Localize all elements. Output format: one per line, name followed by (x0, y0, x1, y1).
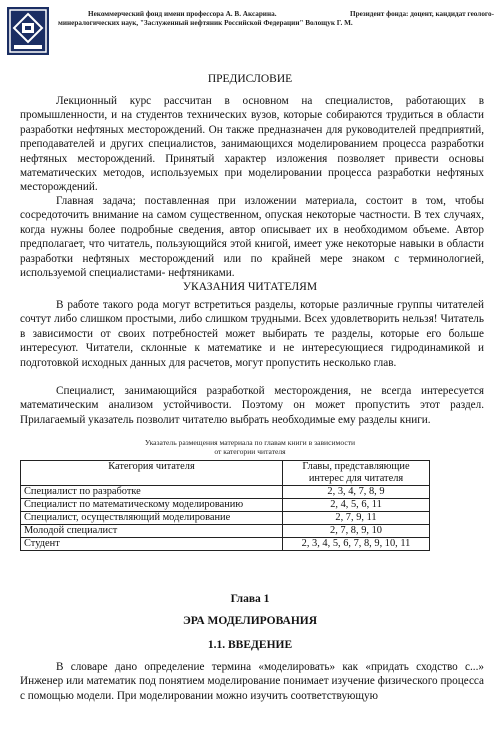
section-heading: 1.1. ВВЕДЕНИЕ (207, 639, 293, 651)
guide-paragraph-2: Специалист, занимающийся разработкой месторождения, не всегда интересуется математическим анализом устойчивости. Поэтому он может пропустить этот раздел. Прилагаемый указатель позволит читателю выбрать необходимые ему разделы книги. (20, 385, 484, 426)
table-header-chapters: Главы, представляющие интерес для читателя (283, 461, 430, 486)
table-cell-chapters: 2, 4, 5, 6, 11 (283, 499, 430, 512)
table-cell-chapters: 2, 3, 4, 7, 8, 9 (283, 486, 430, 499)
table-row (21, 525, 430, 538)
preface-paragraph-2: Главная задача; поставленная при изложении материала, состоит в том, чтобы сосредоточить внимание на самом существенном, опуская некоторые частности. В тех случаях, когда нужны более подробные сведения, автор описывает их в необходимом объеме. Автор предполагает, что читатель, пользующийся этой книгой, имеет уже некоторые навыки в области разработки нефтяных месторождений или по крайней мере знаком с терминологией, используемой специалистами- нефтяниками. (20, 195, 484, 280)
table-header-category: Категория читателя (21, 461, 283, 486)
guide-paragraph-1: В работе такого рода могут встретиться разделы, которые различные группы читателей сочтут либо слишком простыми, либо слишком трудными. Всех удовлетворить нельзя! Читатель в зависимости от своих потребностей может выбирать те разделы, которые его больше интересуют. Читатели, склонные к математике и не интересующиеся гидродинамикой и подготовкой исходных данных для расчетов, могут пропустить несколько глав. (20, 299, 484, 369)
table-row (21, 538, 430, 551)
table-cell-category: Студент (21, 538, 283, 551)
preface-paragraph-1: Лекционный курс рассчитан в основном на специалистов, работающих в промышленности, и на студентов технических вузов, которые собираются трудиться в области разработки нефтяных месторождений. Он также предназначен для руководителей предприятий, преподавателей и других специалистов, занимающихся моделированием процесса разработки нефтяных месторождений. Принятый характер изложения позволяет привести основы математических методов, используемых при моделировании процесса разработки нефтяных месторождений. (20, 95, 484, 194)
table-cell-chapters: 2, 3, 4, 5, 6, 7, 8, 9, 10, 11 (283, 538, 430, 551)
page-header (6, 6, 494, 60)
table-row (21, 512, 430, 525)
table-cell-category: Молодой специалист (21, 525, 283, 538)
header-foundation-name: Некоммерческий фонд имени профессора А. В. Аксарина. (88, 10, 277, 18)
table-caption-line1: Указатель размещения материала по главам книги в зависимости (144, 438, 356, 447)
table-row (21, 486, 430, 499)
intro-paragraph: В словаре дано определение термина «моделировать» как «придать сходство с...» Инженер или математик под понятием моделирование понимает изучение физического процесса с помощью модели. При моделировании можно изучить соответствующую (20, 661, 484, 702)
header-president: Президент фонда: доцент, кандидат геолого- (350, 10, 494, 18)
table-row (21, 499, 430, 512)
table-cell-category: Специалист по разработке (21, 486, 283, 499)
guide-heading: УКАЗАНИЯ ЧИТАТЕЛЯМ (182, 281, 318, 293)
chapter-label: Глава 1 (230, 593, 270, 605)
table-cell-category: Специалист по математическому моделированию (21, 499, 283, 512)
preface-heading: ПРЕДИСЛОВИЕ (207, 73, 293, 85)
table-caption-line2: от категории читателя (214, 447, 286, 456)
table-cell-category: Специалист, осуществляющий моделирование (21, 512, 283, 525)
foundation-logo-icon (6, 6, 50, 56)
table-cell-chapters: 2, 7, 9, 11 (283, 512, 430, 525)
table-cell-chapters: 2, 7, 8, 9, 10 (283, 525, 430, 538)
chapter-title: ЭРА МОДЕЛИРОВАНИЯ (182, 615, 318, 627)
header-president-cont: минералогических наук, "Заслуженный нефтяник Российской Федерации" Волощук Г. М. (58, 19, 353, 27)
reader-category-table (20, 460, 430, 551)
table-header-row (21, 461, 430, 486)
